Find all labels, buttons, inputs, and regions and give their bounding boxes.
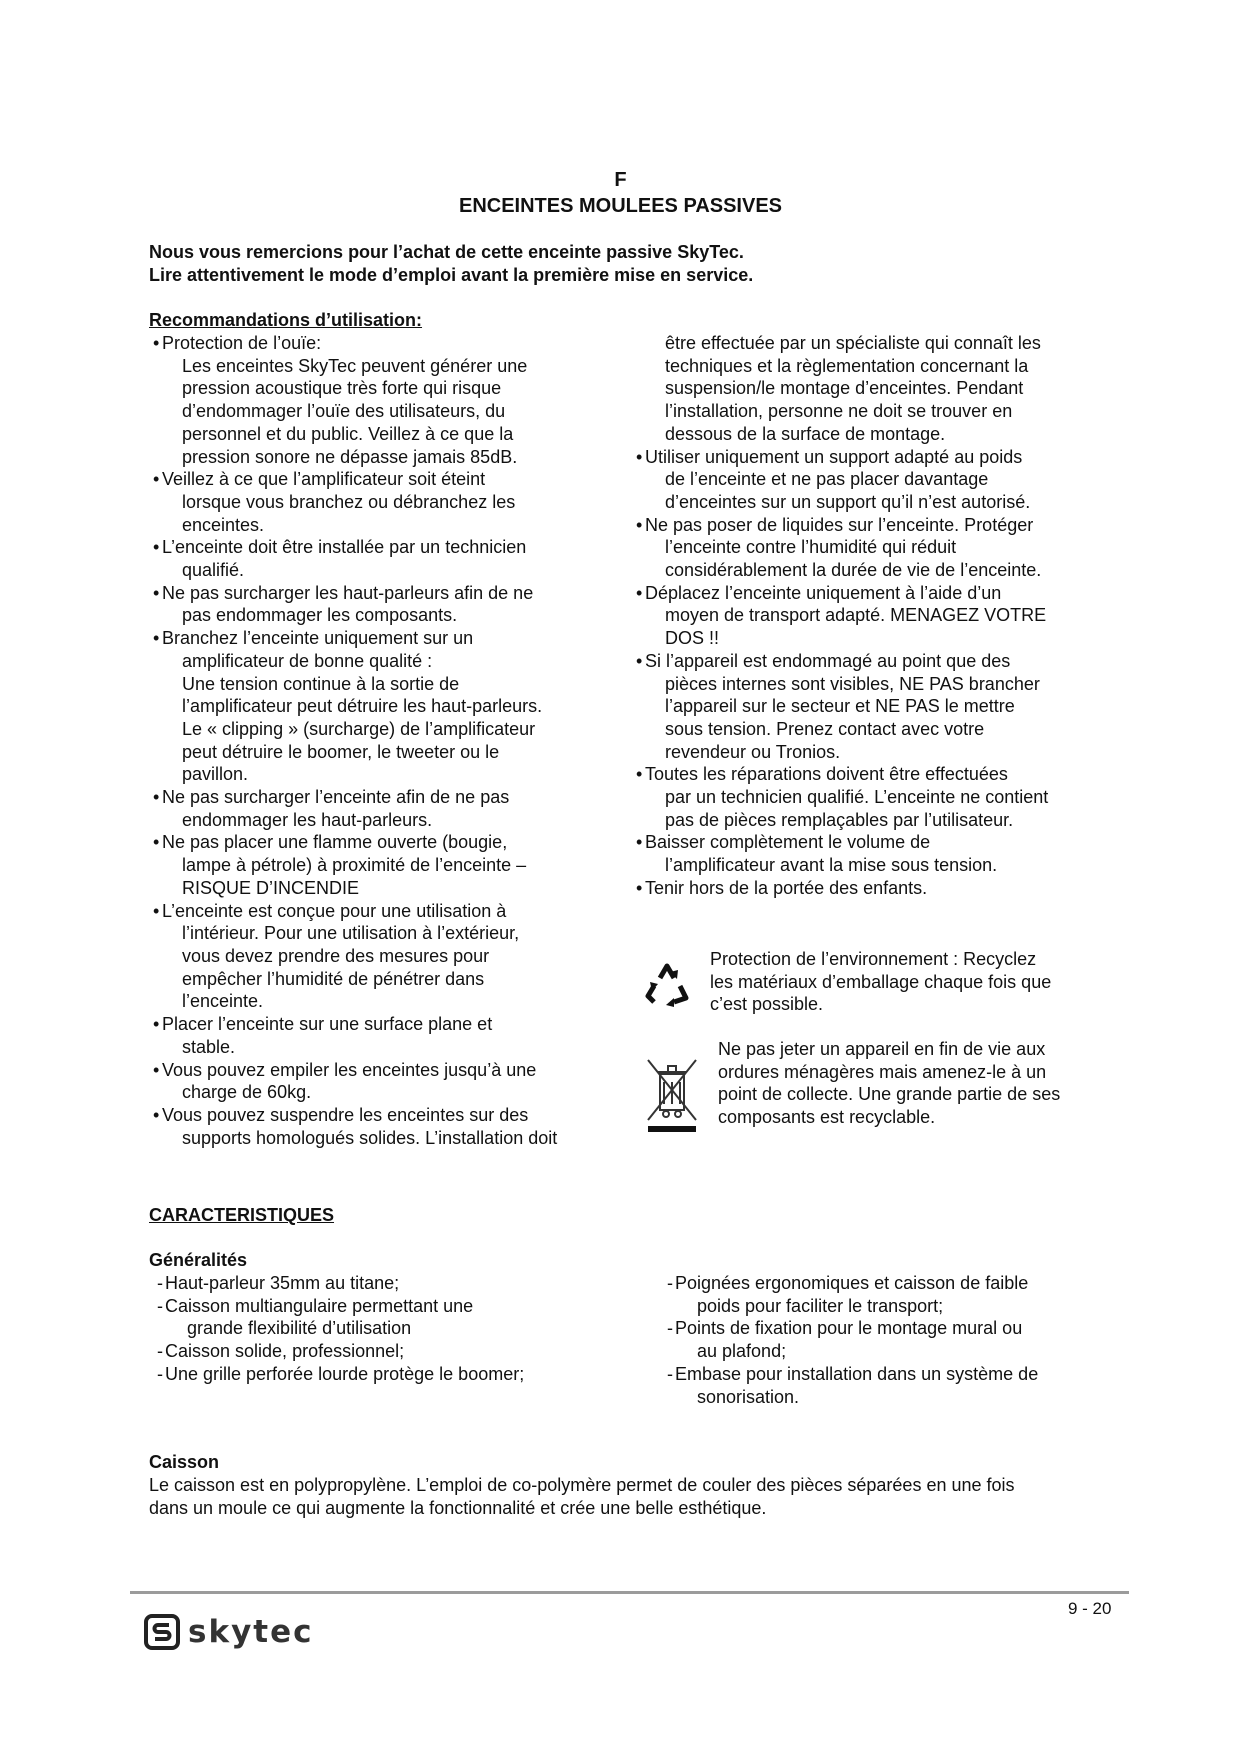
item-first-line: • Ne pas placer une flamme ouverte (bougie,: [162, 832, 508, 853]
item-continuation-line: moyen de transport adapté. MENAGEZ VOTRE: [665, 605, 1047, 626]
recommendation-item: [632, 831, 1102, 876]
item-first-line: • Si l’appareil est endommagé au point que des: [645, 650, 1011, 671]
item-continuation-line: supports homologués solides. L’installation doit: [182, 1127, 558, 1148]
item-first-line: • Tenir hors de la portée des enfants.: [645, 877, 928, 898]
item-continuation-line: sous tension. Prenez contact avec votre: [665, 718, 985, 739]
feature-item: [149, 1363, 609, 1386]
item-continuation-line: pas de pièces remplaçables par l’utilisateur.: [665, 809, 1014, 830]
recycle-text: [710, 948, 1110, 1016]
recommendation-item: [149, 1059, 609, 1104]
item-first-line: • Ne pas surcharger les haut-parleurs afin de ne: [162, 582, 534, 603]
item-first-line: - Caisson multiangulaire permettant une: [165, 1295, 474, 1316]
recommendation-item: [149, 627, 609, 786]
item-continuation-line: qualifié.: [182, 560, 245, 581]
item-continuation-line: RISQUE D’INCENDIE: [182, 877, 360, 898]
item-continuation-line: pression acoustique très forte qui risque: [182, 378, 502, 399]
intro-line-2: Lire attentivement le mode d’emploi avant la première mise en service.: [149, 264, 754, 285]
features-left-list: [149, 1272, 609, 1386]
item-first-line: • L’enceinte doit être installée par un technicien: [162, 537, 527, 558]
item-continuation-line: d’endommager l’ouïe des utilisateurs, du: [182, 401, 506, 422]
continuation-line: dessous de la surface de montage.: [665, 423, 946, 444]
item-first-line: • L’enceinte est conçue pour une utilisation à: [162, 900, 507, 921]
continuation-line: suspension/le montage d’enceintes. Pendant: [665, 378, 1024, 399]
recommendation-item: [632, 446, 1102, 514]
item-continuation-line: pavillon.: [182, 764, 249, 785]
item-continuation-line: endommager les haut-parleurs.: [182, 809, 433, 830]
recommendations-right-continuation: [632, 332, 1102, 446]
item-first-line: • Utiliser uniquement un support adapté au poids: [645, 446, 1023, 467]
item-continuation-line: pas endommager les composants.: [182, 605, 458, 626]
item-continuation-line: l’enceinte contre l’humidité qui réduit: [665, 537, 957, 558]
recommendation-item: [149, 468, 609, 536]
recommendations-left-list: [149, 332, 609, 1149]
continuation-line: techniques et la règlementation concernant la: [665, 355, 1029, 376]
item-first-line: - Poignées ergonomiques et caisson de faible: [675, 1273, 1029, 1293]
recycle-line-1: Protection de l’environnement : Recyclez: [710, 949, 1037, 969]
continuation-line: l’installation, personne ne doit se trouver en: [665, 401, 1013, 422]
recommendation-item: [149, 536, 609, 581]
recommendation-item: [632, 650, 1102, 764]
continuation-line: être effectuée par un spécialiste qui connaît les: [665, 333, 1041, 353]
feature-item: [659, 1363, 1119, 1408]
item-continuation-line: l’enceinte.: [182, 991, 264, 1012]
recommendation-item: [632, 514, 1102, 582]
recommendation-item: [149, 332, 609, 468]
item-continuation-line: peut détruire le boomer, le tweeter ou le: [182, 741, 500, 762]
recommendations-heading: Recommandations d’utilisation:: [149, 310, 423, 330]
recommendation-item: [149, 831, 609, 899]
section-letter: F: [614, 169, 627, 191]
item-first-line: - Embase pour installation dans un système de: [675, 1363, 1039, 1384]
caisson-line-2: dans un moule ce qui augmente la fonctionnalité et crée une belle esthétique.: [149, 1497, 767, 1518]
feature-item: [659, 1317, 1119, 1362]
item-first-line: • Vous pouvez empiler les enceintes jusqu’à une: [162, 1059, 537, 1080]
recycle-line-2: les matériaux d’emballage chaque fois que: [710, 971, 1052, 992]
item-first-line: - Haut-parleur 35mm au titane;: [165, 1273, 400, 1293]
item-first-line: • Toutes les réparations doivent être effectuées: [645, 764, 1008, 785]
caisson-line-1: Le caisson est en polypropylène. L’emploi de co-polymère permet de couler des pièces séparées en une fois: [149, 1475, 1015, 1495]
brand-logo: [144, 1612, 314, 1652]
item-continuation-line: Une tension continue à la sortie de: [182, 673, 460, 694]
general-heading: Généralités: [149, 1250, 248, 1270]
item-continuation-line: amplificateur de bonne qualité :: [182, 650, 433, 671]
item-continuation-line: l’intérieur. Pour une utilisation à l’extérieur,: [182, 923, 520, 944]
item-continuation-line: considérablement la durée de vie de l’enceinte.: [665, 560, 1042, 581]
item-first-line: • Vous pouvez suspendre les enceintes sur des: [162, 1104, 529, 1125]
item-continuation-line: charge de 60kg.: [182, 1082, 312, 1103]
weee-line-1: Ne pas jeter un appareil en fin de vie aux: [718, 1039, 1046, 1059]
item-first-line: • Branchez l’enceinte uniquement sur un: [162, 628, 474, 649]
brand-name: skytec: [188, 1613, 314, 1650]
skytec-logo-icon: [144, 1614, 180, 1650]
item-continuation-line: au plafond;: [697, 1341, 787, 1362]
feature-item: [659, 1272, 1119, 1317]
recommendation-item: [149, 786, 609, 831]
item-first-line: • Protection de l’ouïe:: [162, 333, 322, 353]
recycle-icon: [644, 960, 690, 1010]
weee-line-4: composants est recyclable.: [718, 1107, 936, 1128]
intro-line-1: Nous vous remercions pour l’achat de cette enceinte passive SkyTec.: [149, 242, 744, 262]
item-continuation-line: stable.: [182, 1036, 236, 1057]
item-continuation-line: empêcher l’humidité de pénétrer dans: [182, 968, 485, 989]
intro: [149, 241, 753, 286]
item-continuation-line: vous devez prendre des mesures pour: [182, 945, 490, 966]
item-continuation-line: sonorisation.: [697, 1386, 800, 1407]
footer-rule: [130, 1591, 1129, 1594]
item-continuation-line: grande flexibilité d’utilisation: [187, 1318, 412, 1339]
feature-item: [149, 1340, 609, 1363]
item-continuation-line: DOS !!: [665, 628, 720, 649]
weee-bin-icon: [644, 1056, 700, 1134]
item-continuation-line: revendeur ou Tronios.: [665, 741, 841, 762]
features-heading: CARACTERISTIQUES: [149, 1205, 335, 1225]
recommendation-item: [149, 1013, 609, 1058]
item-first-line: • Veillez à ce que l’amplificateur soit éteint: [162, 469, 486, 490]
weee-line-3: point de collecte. Une grande partie de ses: [718, 1084, 1061, 1105]
item-first-line: • Baisser complètement le volume de: [645, 832, 931, 853]
item-continuation-line: l’amplificateur peut détruire les haut-parleurs.: [182, 696, 543, 717]
item-first-line: • Ne pas poser de liquides sur l’enceinte. Protéger: [645, 514, 1034, 535]
recommendation-item: [149, 582, 609, 627]
item-continuation-line: enceintes.: [182, 514, 265, 535]
weee-text: [718, 1038, 1118, 1129]
recommendation-item: [632, 877, 1102, 900]
recommendation-item: [632, 582, 1102, 650]
item-continuation-line: par un technicien qualifié. L’enceinte ne contient: [665, 787, 1049, 808]
recommendation-item: [632, 763, 1102, 831]
item-continuation-line: l’appareil sur le secteur et NE PAS le mettre: [665, 696, 1015, 717]
caisson-heading: Caisson: [149, 1452, 220, 1472]
recommendation-item: [149, 1104, 609, 1149]
page-number: 9 - 20: [1068, 1599, 1112, 1618]
item-continuation-line: personnel et du public. Veillez à ce que la: [182, 423, 514, 444]
recycle-line-3: c’est possible.: [710, 994, 824, 1015]
recommendations-right-list: [632, 446, 1102, 900]
feature-item: [149, 1295, 609, 1340]
item-continuation-line: d’enceintes sur un support qu’il n’est autorisé.: [665, 491, 1031, 512]
item-continuation-line: de l’enceinte et ne pas placer davantage: [665, 469, 989, 490]
page-title: ENCEINTES MOULEES PASSIVES: [458, 195, 783, 217]
item-first-line: • Placer l’enceinte sur une surface plane et: [162, 1014, 493, 1035]
caisson-body: [149, 1474, 1109, 1519]
feature-item: [149, 1272, 609, 1295]
item-continuation-line: lorsque vous branchez ou débranchez les: [182, 491, 516, 512]
item-first-line: • Déplacez l’enceinte uniquement à l’aide d’un: [645, 582, 1002, 603]
item-continuation-line: poids pour faciliter le transport;: [697, 1295, 944, 1316]
item-continuation-line: l’amplificateur avant la mise sous tension.: [665, 855, 998, 876]
item-continuation-line: pièces internes sont visibles, NE PAS brancher: [665, 673, 1040, 694]
features-right-list: [659, 1272, 1119, 1408]
item-continuation-line: pression sonore ne dépasse jamais 85dB.: [182, 446, 518, 467]
item-continuation-line: Les enceintes SkyTec peuvent générer une: [182, 355, 528, 376]
item-first-line: - Une grille perforée lourde protège le boomer;: [165, 1363, 525, 1384]
recommendation-item: [149, 900, 609, 1014]
item-first-line: • Ne pas surcharger l’enceinte afin de ne pas: [162, 787, 510, 808]
weee-line-2: ordures ménagères mais amenez-le à un: [718, 1061, 1047, 1082]
item-continuation-line: lampe à pétrole) à proximité de l’enceinte –: [182, 855, 527, 876]
item-first-line: - Points de fixation pour le montage mural ou: [675, 1318, 1023, 1339]
item-continuation-line: Le « clipping » (surcharge) de l’amplificateur: [182, 718, 536, 739]
item-first-line: - Caisson solide, professionnel;: [165, 1341, 405, 1362]
